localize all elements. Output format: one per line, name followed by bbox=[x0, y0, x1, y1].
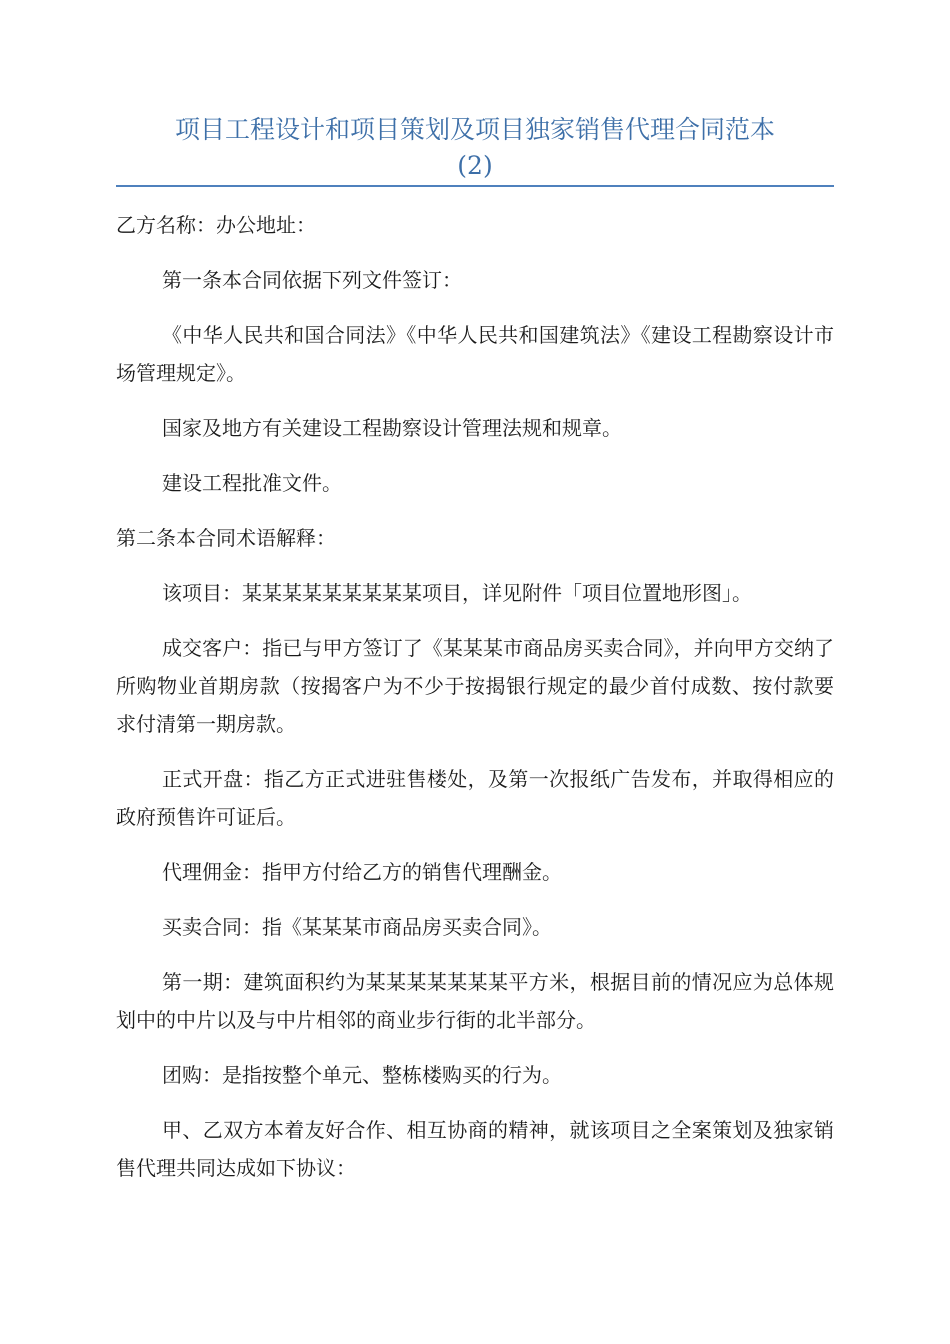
document-title bbox=[116, 112, 834, 184]
paragraph-commission-def: 代理佣金：指甲方付给乙方的销售代理酬金。 bbox=[162, 860, 562, 884]
title-divider bbox=[116, 185, 834, 187]
paragraph-regulations: 国家及地方有关建设工程勘察设计管理法规和规章。 bbox=[162, 416, 622, 440]
title-line-2: (2) bbox=[457, 151, 493, 180]
paragraph-project-def: 该项目：某某某某某某某某某项目，详见附件「项目位置地形图」。 bbox=[162, 581, 752, 605]
paragraph-contract-def: 买卖合同：指《某某某市商品房买卖合同》。 bbox=[162, 915, 552, 939]
paragraph-agreement: 甲、乙双方本着友好合作、相互协商的精神，就该项目之全案策划及独家销售代理共同达成如下协议： bbox=[116, 1118, 834, 1180]
paragraph-laws: 《中华人民共和国合同法》《中华人民共和国建筑法》《建设工程勘察设计市场管理规定》。 bbox=[116, 323, 834, 385]
document-body bbox=[116, 206, 834, 1204]
paragraph-customer-def: 成交客户：指已与甲方签订了《某某某市商品房买卖合同》，并向甲方交纳了所购物业首期房款（按揭客户为不少于按揭银行规定的最少首付成数、按付款要求付清第一期房款。 bbox=[116, 636, 834, 736]
paragraph-party-b: 乙方名称：办公地址： bbox=[116, 213, 316, 237]
paragraph-opening-def: 正式开盘：指乙方正式进驻售楼处，及第一次报纸广告发布，并取得相应的政府预售许可证后。 bbox=[116, 767, 834, 829]
paragraph-approval-docs: 建设工程批准文件。 bbox=[162, 471, 342, 495]
paragraph-article-2: 第二条本合同术语解释： bbox=[116, 526, 336, 550]
paragraph-phase-def: 第一期：建筑面积约为某某某某某某某平方米，根据目前的情况应为总体规划中的中片以及与中片相邻的商业步行街的北半部分。 bbox=[116, 970, 834, 1032]
title-line-1: 项目工程设计和项目策划及项目独家销售代理合同范本 bbox=[174, 115, 775, 144]
paragraph-article-1: 第一条本合同依据下列文件签订： bbox=[162, 268, 462, 292]
paragraph-group-def: 团购：是指按整个单元、整栋楼购买的行为。 bbox=[162, 1063, 562, 1087]
